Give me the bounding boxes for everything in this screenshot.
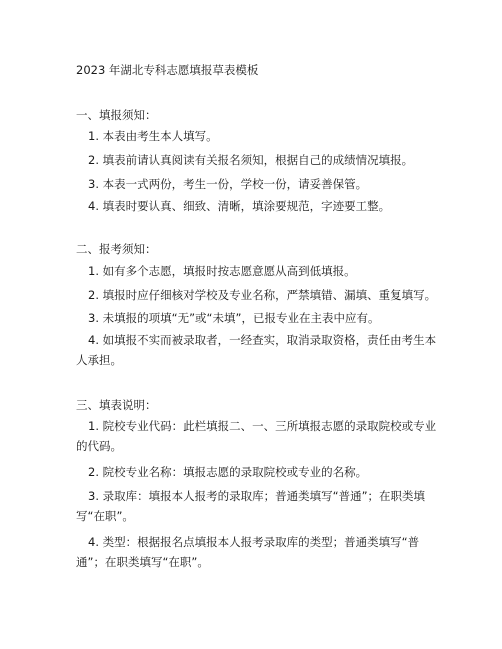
document-title: 2023 年湖北专科志愿填报草表模板 [76, 63, 259, 77]
section3-item-2: 2. 院校专业名称：填报志愿的录取院校或专业的名称。 [88, 465, 368, 479]
section1-item-4: 4. 填表时要认真、细致、清晰，填涂要规范，字迹要工整。 [88, 199, 391, 213]
section1-item-3: 3. 本表一式两份，考生一份，学校一份，请妥善保管。 [88, 177, 368, 191]
section2-item-4: 4. 如填报不实而被录取者，一经查实，取消录取资格，责任由考生本人承担。 [76, 333, 437, 367]
section-heading-notice: 一、填报须知： [76, 108, 157, 122]
section1-item-1: 1. 本表由考生本人填写。 [88, 129, 218, 143]
section3-item-1: 1. 院校专业代码：此栏填报二、一、三所填报志愿的录取院校或专业的代码。 [76, 419, 437, 453]
section3-item-4: 4. 类型：根据报名点填报本人报考录取库的类型；普通类填写“普通”；在职类填写“在职”。 [76, 535, 420, 569]
section2-item-1: 1. 如有多个志愿，填报时按志愿意愿从高到低填报。 [88, 264, 356, 278]
section3-item-3: 3. 录取库：填报本人报考的录取库；普通类填写“普通”；在职类填写“在职”。 [76, 489, 426, 523]
section2-item-2: 2. 填报时应仔细核对学校及专业名称，严禁填错、漏填、重复填写。 [88, 288, 437, 302]
section-heading-application: 二、报考须知： [76, 242, 157, 256]
section2-item-3: 3. 未填报的项填“无”或“未填”，已报专业在主表中应有。 [88, 311, 380, 325]
section1-item-2: 2. 填表前请认真阅读有关报名须知，根据自己的成绩情况填报。 [88, 153, 414, 167]
section-heading-instructions: 三、填表说明： [76, 398, 157, 412]
